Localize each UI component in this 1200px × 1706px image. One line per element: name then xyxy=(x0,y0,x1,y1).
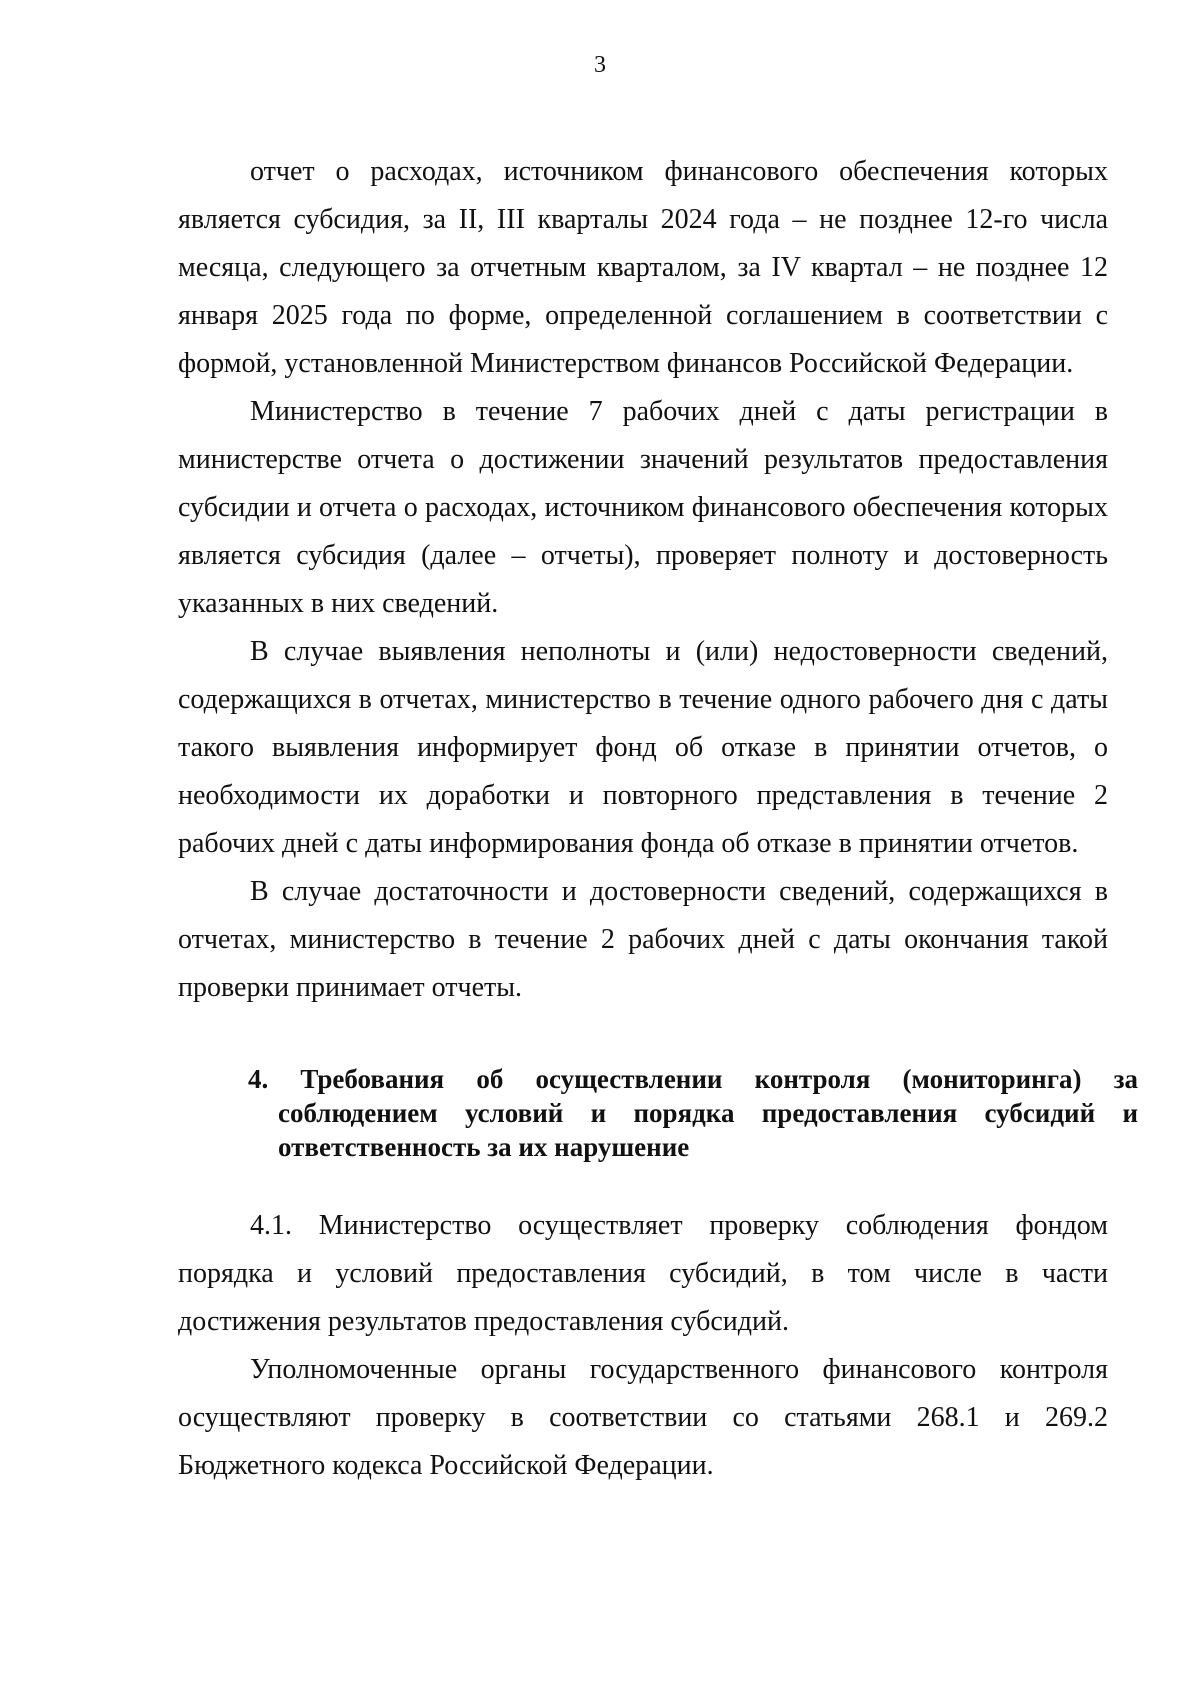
page-number: 3 xyxy=(594,52,606,78)
paragraph-report-expenses: отчет о расходах, источником финансового обеспечения которых является субсидия, за II, III кварталы 2024 года – не позднее 12-го числа месяца, следующего за отчетным кварталом, за IV квартал – не позднее 12 января 2025 года по форме, определенной соглашением в соответствии с формой, установленной Министерством финансов Российской Федерации. xyxy=(178,156,1108,379)
document-body xyxy=(178,148,1138,1490)
paragraph-financial-control: Уполномоченные органы государственного финансового контроля осуществляют проверку в соответствии со статьями 268.1 и 269.2 Бюджетного кодекса Российской Федерации. xyxy=(178,1354,1108,1481)
paragraph-incomplete-info: В случае выявления неполноты и (или) недостоверности сведений, содержащихся в отчетах, министерство в течение одного рабочего дня с даты такого выявления информирует фонд об отказе в принятии отчетов, о необходимости их доработки и повторного представления в течение 2 рабочих дней с даты информирования фонда об отказе в принятии отчетов. xyxy=(178,636,1108,859)
paragraph-4-1: 4.1. Министерство осуществляет проверку соблюдения фондом порядка и условий предоставления субсидий, в том числе в части достижения результатов предоставления субсидий. xyxy=(178,1210,1108,1337)
paragraph-reports-accepted: В случае достаточности и достоверности сведений, содержащихся в отчетах, министерство в течение 2 рабочих дней с даты окончания такой проверки принимает отчеты. xyxy=(178,876,1108,1003)
paragraph-ministry-review: Министерство в течение 7 рабочих дней с даты регистрации в министерстве отчета о достижении значений результатов предоставления субсидии и отчета о расходах, источником финансового обеспечения которых является субсидия (далее – отчеты), проверяет полноту и достоверность указанных в них сведений. xyxy=(178,396,1108,619)
section-4-heading: 4. Требования об осуществлении контроля (мониторинга) за соблюдением условий и порядка предоставления субсидий и ответственность за их нарушение xyxy=(248,1064,1138,1162)
